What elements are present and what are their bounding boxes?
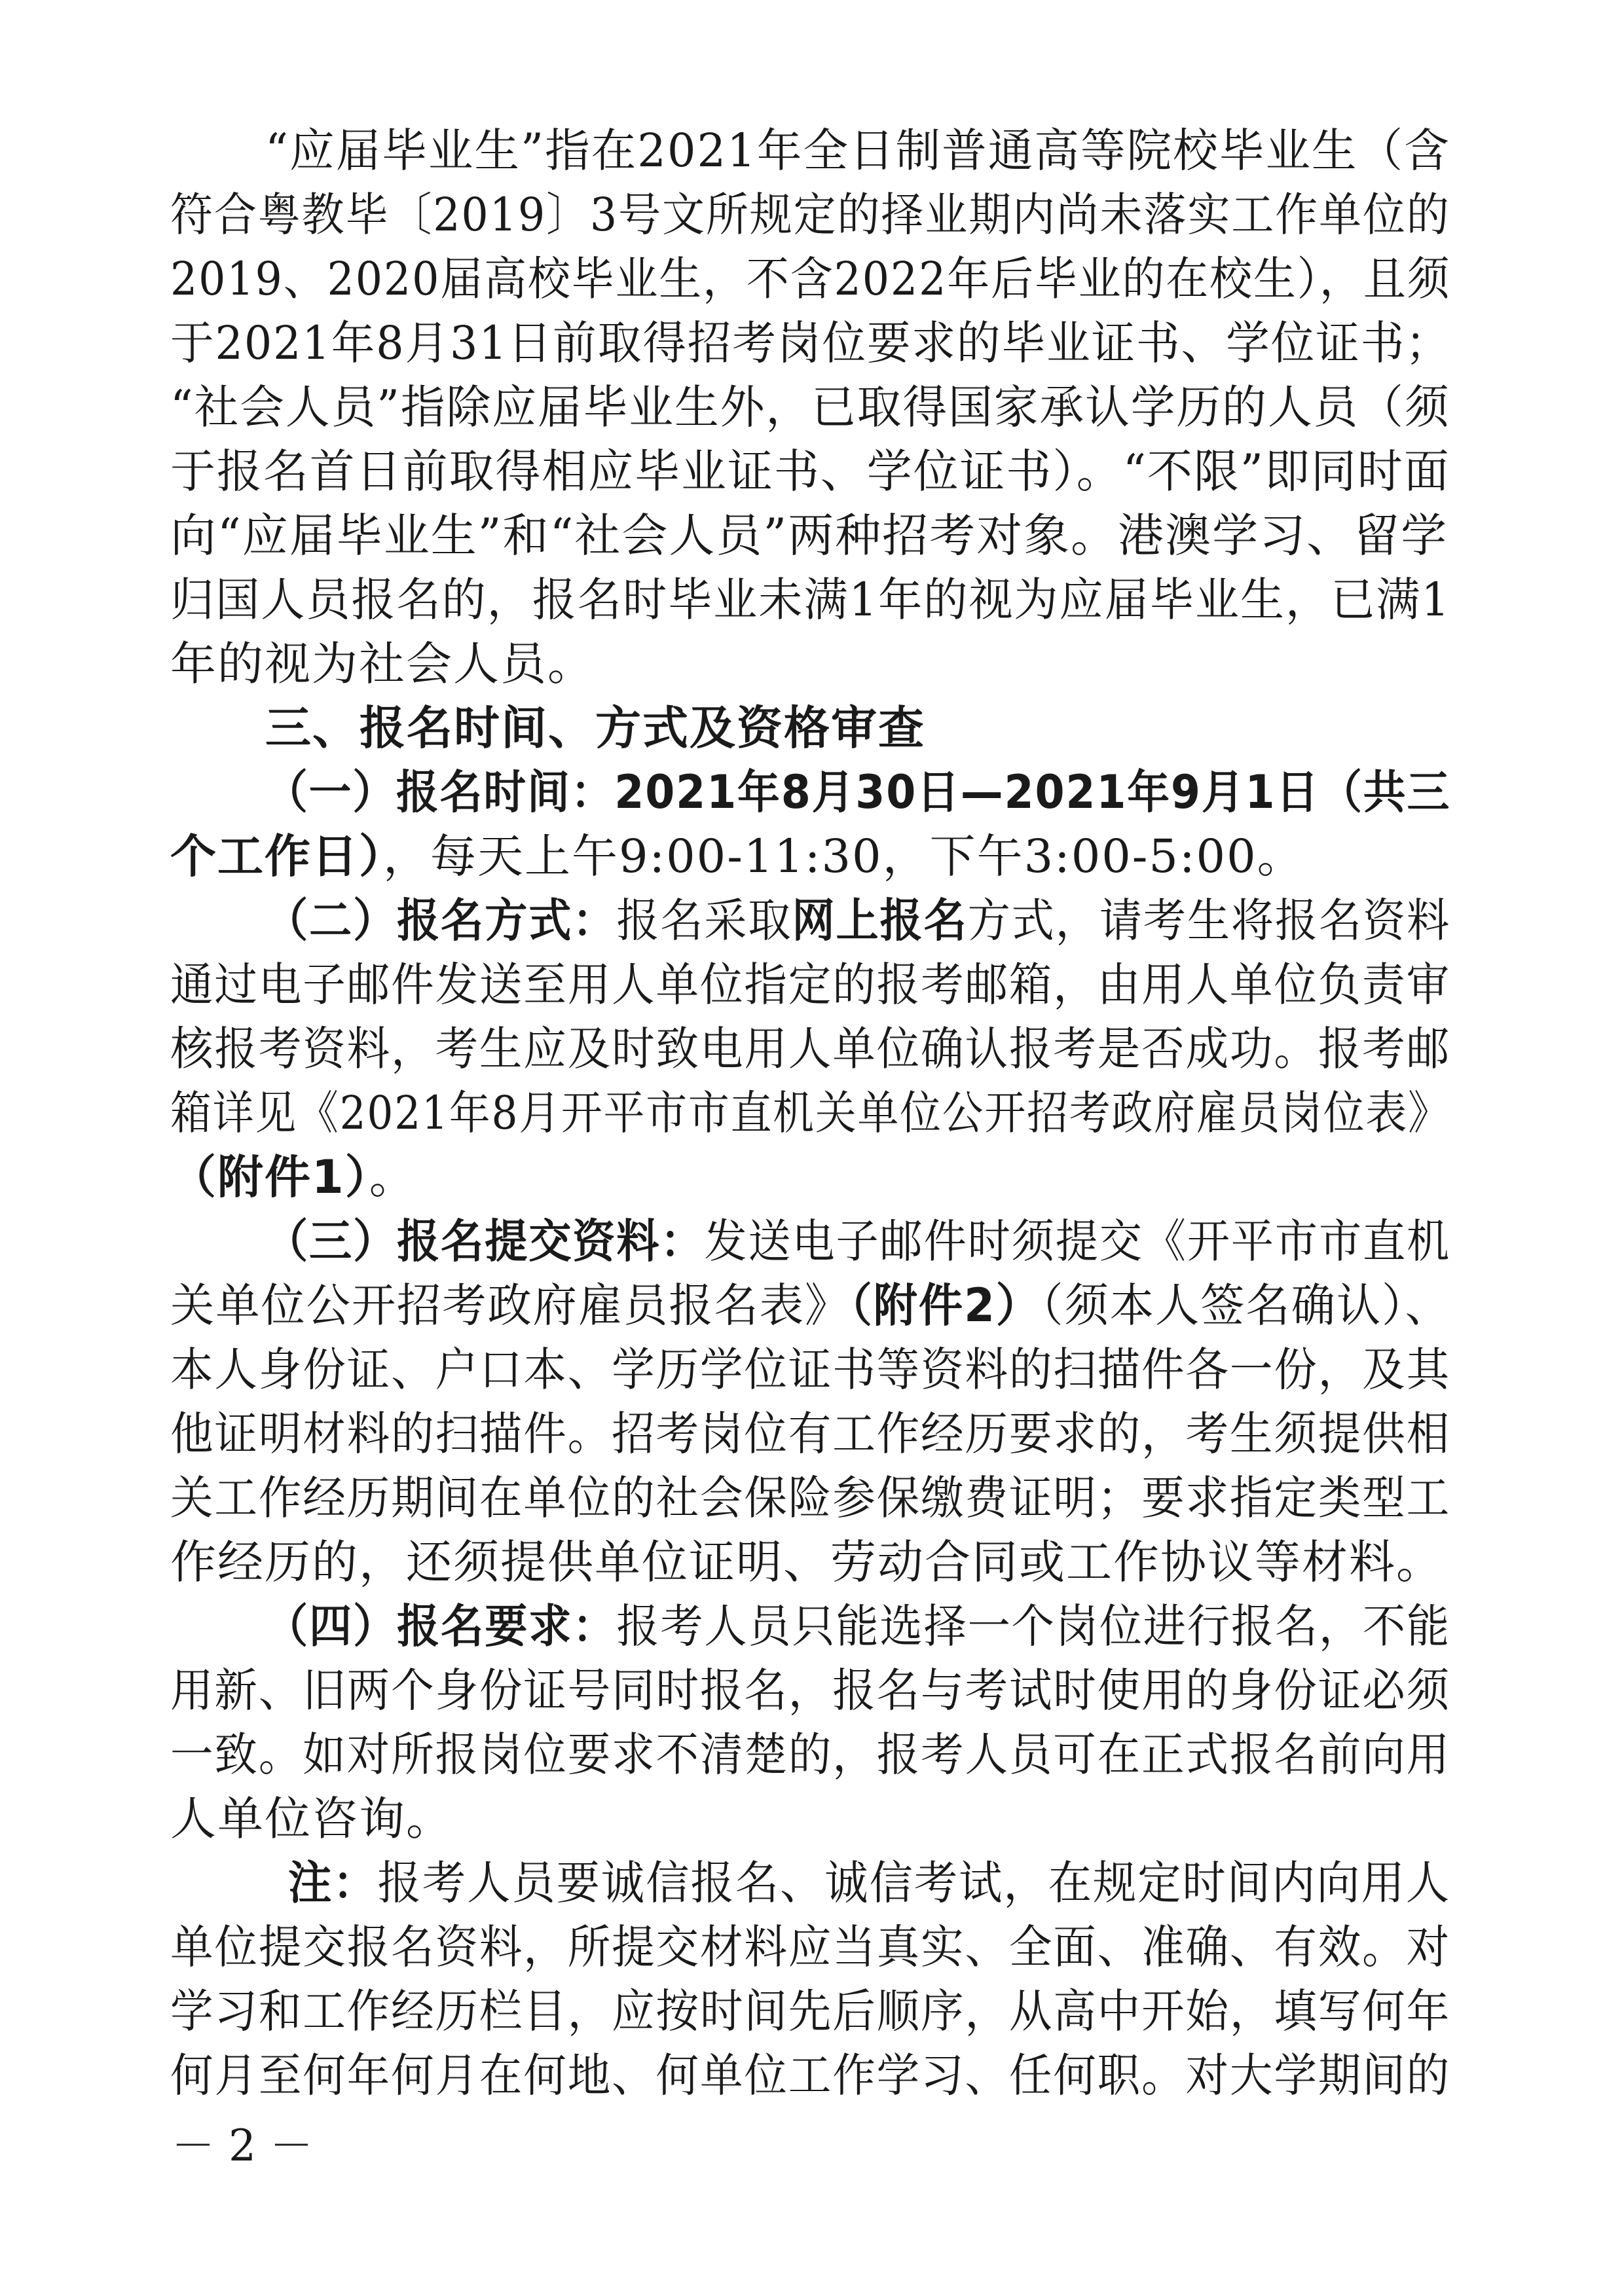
body-line: 学习和工作经历栏目，应按时间先后顺序，从高中开始，填写何年 — [170, 1984, 1450, 2038]
item2-emphasis: 网上报名 — [792, 894, 968, 947]
body-line: 用新、旧两个身份证号同时报名，报名与考试时使用的身份证必须 — [170, 1664, 1450, 1717]
item2-attachment-line — [170, 1150, 416, 1204]
body-line: 本人身份证、户口本、学历学位证书等资料的扫描件各一份，及其 — [170, 1343, 1450, 1396]
note-label: 注： — [288, 1856, 378, 1910]
item1-label-cont: 个工作日） — [170, 829, 383, 883]
item3-line2 — [170, 1279, 1450, 1332]
item2-end: 。 — [369, 1150, 416, 1204]
item1-label: （一）报名时间：2021年8月30日—2021年9月1日（共三 — [265, 765, 1451, 819]
item3-label: （三）报名提交资料： — [265, 1214, 705, 1268]
body-line: 作经历的，还须提供单位证明、劳动合同或工作协议等材料。 — [170, 1535, 1443, 1589]
note-line1 — [288, 1856, 1451, 1910]
item3-line1 — [265, 1214, 1451, 1268]
item2-label: （二）报名方式： — [265, 894, 617, 947]
body-line: 人单位咨询。 — [170, 1792, 453, 1846]
item3-text: 关单位公开招考政府雇员报名表》 — [170, 1279, 851, 1332]
body-line: 通过电子邮件发送至用人单位指定的报考邮箱，由用人单位负责审 — [170, 958, 1450, 1011]
body-line: 箱详见《2021年8月开平市市直机关单位公开招考政府雇员岗位表》 — [170, 1086, 1450, 1140]
item4-line1 — [265, 1599, 1451, 1653]
body-line: 单位提交报名资料，所提交材料应当真实、全面、准确、有效。对 — [170, 1920, 1450, 1974]
item2-text: 报名采取 — [616, 894, 792, 947]
note-text: 报考人员要诚信报名、诚信考试，在规定时间内向用人 — [377, 1856, 1451, 1910]
body-line: 一致。如对所报岗位要求不清楚的，报考人员可在正式报名前向用 — [170, 1728, 1450, 1781]
item1-text: ，每天上午9:00-11:30，下午3:00-5:00。 — [383, 829, 1304, 883]
item4-text: 报考人员只能选择一个岗位进行报名，不能 — [616, 1599, 1451, 1653]
body-line: 核报考资料，考生应及时致电用人单位确认报考是否成功。报考邮 — [170, 1022, 1450, 1076]
section-heading: 三、报名时间、方式及资格审查 — [265, 701, 925, 755]
body-line: 于报名首日前取得相应毕业证书、学位证书）。“不限”即同时面 — [170, 445, 1450, 498]
item3-text: （须本人签名确认）、 — [1041, 1279, 1450, 1332]
item1-line2 — [170, 829, 1304, 883]
item2-attachment: （附件1） — [170, 1150, 369, 1204]
body-line: 于2021年8月31日前取得招考岗位要求的毕业证书、学位证书； — [170, 316, 1450, 370]
body-line: 归国人员报名的，报名时毕业未满1年的视为应届毕业生，已满1 — [170, 573, 1450, 627]
item2-line1 — [265, 894, 1451, 947]
item4-label: （四）报名要求： — [265, 1599, 617, 1653]
body-line: 年的视为社会人员。 — [170, 637, 595, 691]
item3-attachment: （附件2） — [850, 1279, 1042, 1332]
body-line: 他证明材料的扫描件。招考岗位有工作经历要求的，考生须提供相 — [170, 1407, 1450, 1461]
body-line: 何月至何年何月在何地、何单位工作学习、任何职。对大学期间的 — [170, 2049, 1450, 2102]
body-line: 2019、2020届高校毕业生，不含2022年后毕业的在校生），且须 — [170, 252, 1451, 306]
body-line: 向“应届毕业生”和“社会人员”两种招考对象。港澳学习、留学 — [170, 509, 1449, 562]
item3-text: 发送电子邮件时须提交《开平市市直机 — [704, 1214, 1451, 1268]
body-line: “应届毕业生”指在2021年全日制普通高等院校毕业生（含 — [265, 124, 1450, 177]
item2-text: 方式，请考生将报名资料 — [967, 894, 1451, 947]
body-line: 符合粤教毕〔2019〕3号文所规定的择业期内尚未落实工作单位的 — [170, 188, 1450, 242]
body-line: “社会人员”指除应届毕业生外，已取得国家承认学历的人员（须 — [170, 380, 1450, 434]
body-line: 关工作经历期间在单位的社会保险参保缴费证明；要求指定类型工 — [170, 1471, 1450, 1525]
page-number: － 2 － — [172, 2121, 313, 2171]
